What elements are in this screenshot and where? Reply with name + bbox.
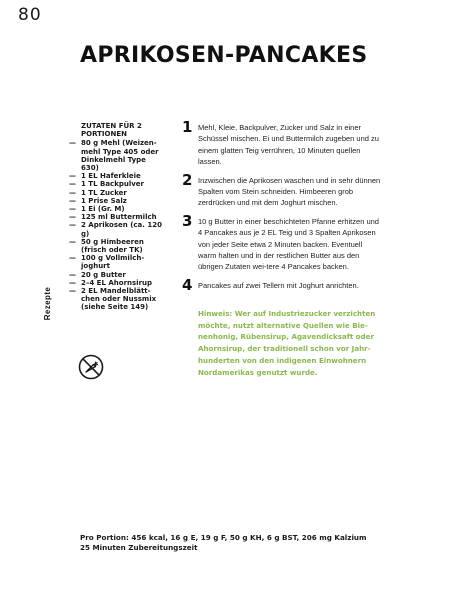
step-number: 3 (182, 211, 193, 230)
section-side-label: Rezepte (43, 286, 53, 321)
ingredient-item: — 80 g Mehl (Weizen-mehl Type 405 oder Dinkelmehl Type 630) (64, 139, 166, 172)
ingredient-item: — 100 g Vollmilch-joghurt (64, 254, 166, 270)
ingredients-list (64, 139, 166, 311)
step-text: Mehl, Kleie, Backpulver, Zucker und Salz in einer Schüssel mischen. Ei und Buttermilch zugeben und zu einem glatten Teig verrühren, 10 Minuten quellen lassen. (198, 123, 379, 167)
ingredient-item: — 1 Ei (Gr. M) (64, 205, 166, 213)
ingredient-item: — 1 TL Zucker (64, 189, 166, 197)
ingredient-item: — 2 Aprikosen (ca. 120 g) (64, 221, 166, 237)
step-text: Pancakes auf zwei Tellern mit Joghurt anrichten. (198, 280, 359, 290)
ingredient-item: — 2–4 EL Ahornsirup (64, 279, 166, 287)
step-number: 1 (182, 118, 193, 136)
ingredients-heading: ZUTATEN FÜR 2 PORTIONEN (81, 122, 142, 139)
nutrition-footer (80, 533, 440, 553)
page-number: 80 (18, 5, 42, 25)
step (182, 170, 382, 209)
ingredient-item: — 125 ml Buttermilch (64, 213, 166, 221)
step (182, 211, 382, 273)
step-number: 4 (182, 275, 193, 294)
ingredients-panel (64, 122, 166, 312)
ingredient-item: — 1 EL Haferkleie (64, 172, 166, 180)
ingredient-item: — 2 EL Mandelblätt-chen oder Nussmix (siehe Seite 149) (64, 287, 166, 312)
ingredient-item: — 20 g Butter (64, 271, 166, 279)
step-text: Inzwischen die Aprikosen waschen und in sehr dünnen Spalten vom Stein schneiden. Himbeeren grob zerdrücken und mit dem Joghurt mischen. (198, 175, 381, 208)
preparation-time: 25 Minuten Zubereitungszeit (80, 543, 198, 552)
ingredient-item: — 1 TL Backpulver (64, 180, 166, 188)
ingredient-item: — 1 Prise Salz (64, 197, 166, 205)
step (182, 275, 382, 294)
recipe-title: APRIKOSEN-PANCAKES (80, 43, 368, 68)
step-number: 2 (182, 170, 193, 189)
step-text: 10 g Butter in einer beschichteten Pfanne erhitzen und 4 Pancakes aus je 2 EL Teig und 3 Spalten Aprikosen von jeder Seite etwa 2 Minuten backen. Eventuell warm halten und in der restlichen Butter aus den übrigen Zutaten wei-tere 4 Pancakes backen. (198, 216, 379, 272)
ingredient-item: — 50 g Himbeeren (frisch oder TK) (64, 238, 166, 254)
step (182, 118, 382, 168)
nutrition-info: Pro Portion: 456 kcal, 16 g E, 19 g F, 50 g KH, 6 g BST, 206 mg Kalzium (80, 533, 367, 542)
instructions (182, 118, 382, 298)
vegan-no-carrot-icon (78, 354, 104, 380)
hint-note: Hinweis: Wer auf Industriezucker verzichten möchte, nutzt alternative Quellen wie Bie-nenhonig, Rübensirup, Agavendicksaft oder Ahornsirup, der traditionell schon vor Jahr-hunderten von den indigenen Einwohnern Nordamerikas genutzt wurde. (198, 309, 376, 377)
